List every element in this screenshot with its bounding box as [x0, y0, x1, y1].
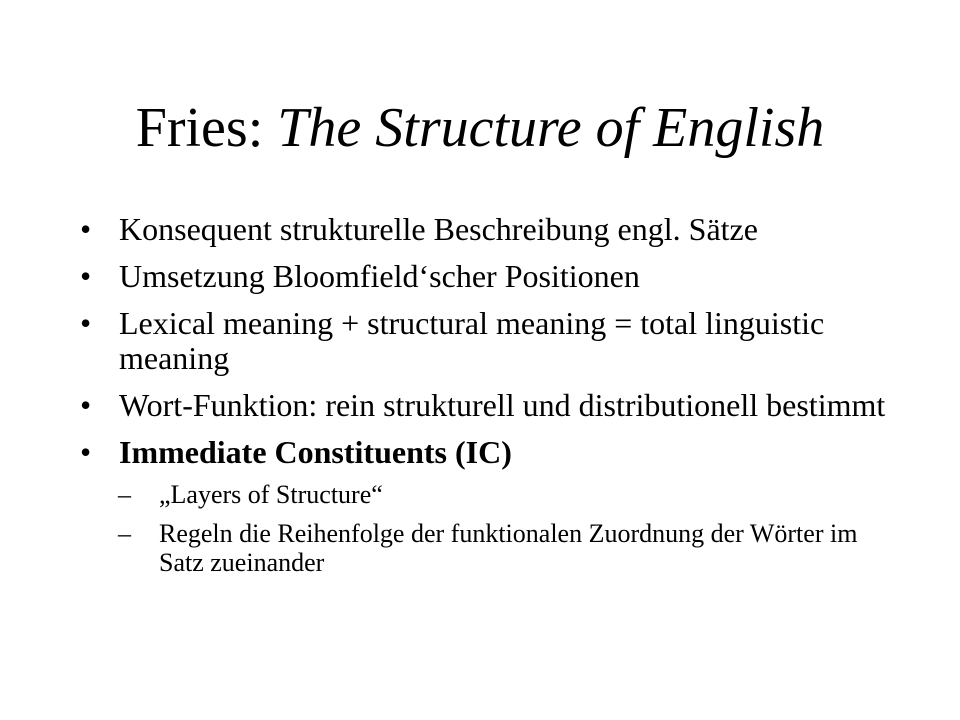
- slide-title: [0, 92, 960, 164]
- subbullet-text: Regeln die Reihenfolge der funktionalen Zuordnung der Wörter im Satz zueinander: [159, 519, 858, 577]
- bullet-text: Umsetzung Bloomfield‘scher Positionen: [119, 258, 640, 294]
- subbullet-text: „Layers of Structure“: [159, 480, 383, 509]
- bullet-item: [80, 212, 900, 247]
- bullet-marker: •: [80, 258, 92, 294]
- title-book-name: The Structure of English: [277, 97, 825, 159]
- bullet-list: [80, 212, 900, 589]
- subbullet-marker: –: [118, 519, 131, 548]
- bullet-text: Lexical meaning + structural meaning = total linguistic meaning: [119, 305, 825, 376]
- bullet-marker: •: [80, 211, 92, 247]
- bullet-text: Immediate Constituents (IC): [119, 434, 512, 470]
- bullet-text: Wort-Funktion: rein strukturell und distributionell bestimmt: [119, 387, 886, 423]
- bullet-marker: •: [80, 387, 92, 423]
- bullet-item: [80, 435, 900, 577]
- title-prefix: Fries:: [135, 97, 278, 159]
- bullet-text: Konsequent strukturelle Beschreibung engl. Sätze: [119, 211, 758, 247]
- bullet-item: [80, 259, 900, 294]
- bullet-marker: •: [80, 305, 92, 341]
- bullet-marker: •: [80, 434, 92, 470]
- subbullet-list: [118, 480, 900, 577]
- bullet-item: [80, 388, 900, 423]
- subbullet-item: [118, 519, 900, 577]
- bullet-item: [80, 306, 900, 376]
- subbullet-item: [118, 480, 900, 509]
- subbullet-marker: –: [118, 480, 131, 509]
